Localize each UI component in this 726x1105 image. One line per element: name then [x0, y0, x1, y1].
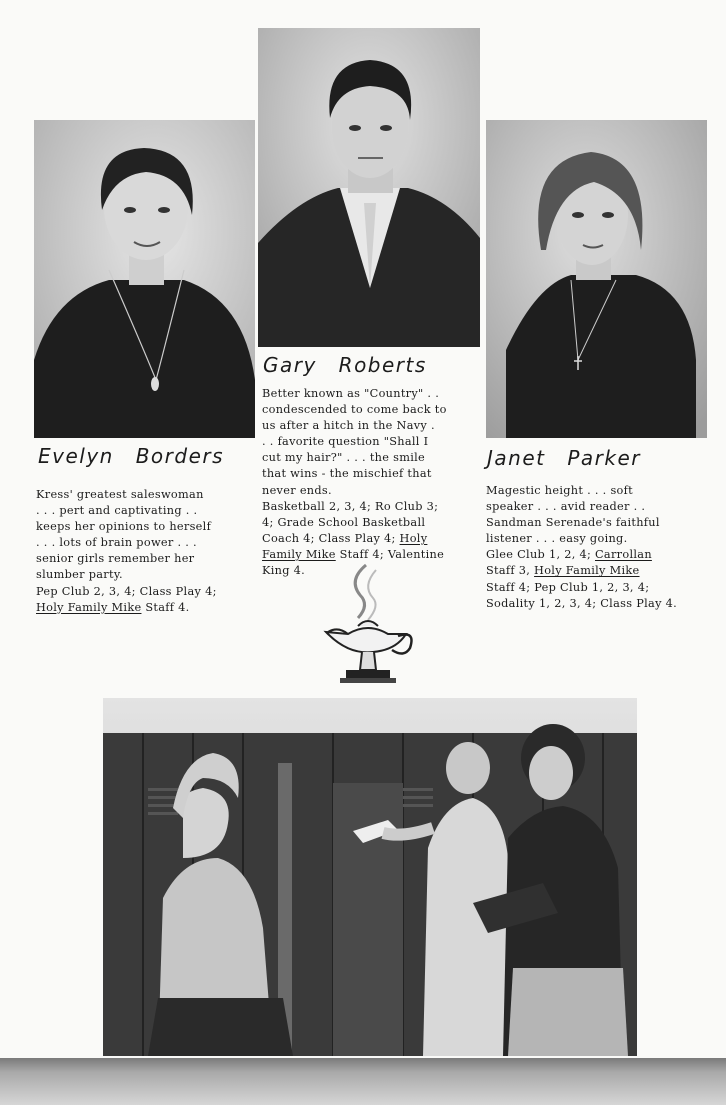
gary-roberts-portrait	[258, 28, 480, 347]
janet-bio	[486, 483, 701, 612]
page-edge-shadow	[0, 1058, 726, 1105]
holy-family-mike-title: Holy	[399, 531, 428, 545]
bio-line: Better known as "Country" . .	[262, 387, 440, 400]
holy-family-mike-title: Family Mike	[262, 547, 336, 561]
lamp-of-knowledge-icon	[318, 560, 418, 690]
bio-line: King 4.	[262, 564, 306, 578]
bio-line: Kress' greatest saleswoman	[36, 488, 204, 501]
evelyn-bio	[36, 487, 246, 616]
bio-line: . . . lots of brain power . . .	[36, 536, 197, 550]
student-name-evelyn: Evelyn Borders	[38, 444, 225, 468]
holy-family-mike-title: Holy Family Mike	[36, 600, 142, 614]
bio-line: Staff 4; Pep Club 1, 2, 3, 4;	[486, 580, 650, 594]
carrollan-title: Carrollan	[594, 548, 652, 562]
bio-line: Holy Family Mike Staff 4.	[36, 600, 190, 614]
bio-line: Magestic height . . . soft	[486, 484, 633, 497]
bio-line: speaker . . . avid reader . .	[486, 500, 646, 514]
bio-line: slumber party.	[36, 568, 123, 582]
bio-line: listener . . . easy going.	[486, 532, 628, 546]
bio-line: Coach 4; Class Play 4; Holy	[262, 531, 428, 545]
bio-line: Glee Club 1, 2, 4; Carrollan	[486, 548, 652, 562]
bio-line: us after a hitch in the Navy .	[262, 419, 435, 433]
bio-line: Family Mike Staff 4; Valentine	[262, 547, 445, 561]
student-name-janet: Janet Parker	[487, 446, 641, 470]
bio-line: Sodality 1, 2, 3, 4; Class Play 4.	[486, 596, 678, 610]
bio-line: that wins - the mischief that	[262, 467, 432, 481]
bio-line: condescended to come back to	[262, 403, 447, 417]
bio-line: 4; Grade School Basketball	[262, 515, 426, 529]
holy-family-mike-title: Holy Family Mike	[534, 564, 640, 578]
bio-line: . . . pert and captivating . .	[36, 504, 198, 518]
bio-line: Basketball 2, 3, 4; Ro Club 3;	[262, 499, 439, 513]
bio-line: cut my hair?" . . . the smile	[262, 451, 426, 465]
janet-parker-portrait	[486, 120, 707, 438]
bio-line: senior girls remember her	[36, 552, 195, 566]
student-name-gary: Gary Roberts	[263, 353, 427, 377]
bio-line: never ends.	[262, 483, 332, 497]
bio-line: Staff 3, Holy Family Mike	[486, 564, 640, 578]
bio-line: Pep Club 2, 3, 4; Class Play 4;	[36, 584, 217, 598]
evelyn-borders-portrait	[34, 120, 255, 438]
bio-line: . . favorite question "Shall I	[262, 435, 429, 449]
lockers-candid-photo	[103, 698, 637, 1056]
gary-bio	[262, 386, 477, 579]
bio-line: Sandman Serenade's faithful	[486, 516, 660, 530]
bio-line: keeps her opinions to herself	[36, 520, 212, 534]
